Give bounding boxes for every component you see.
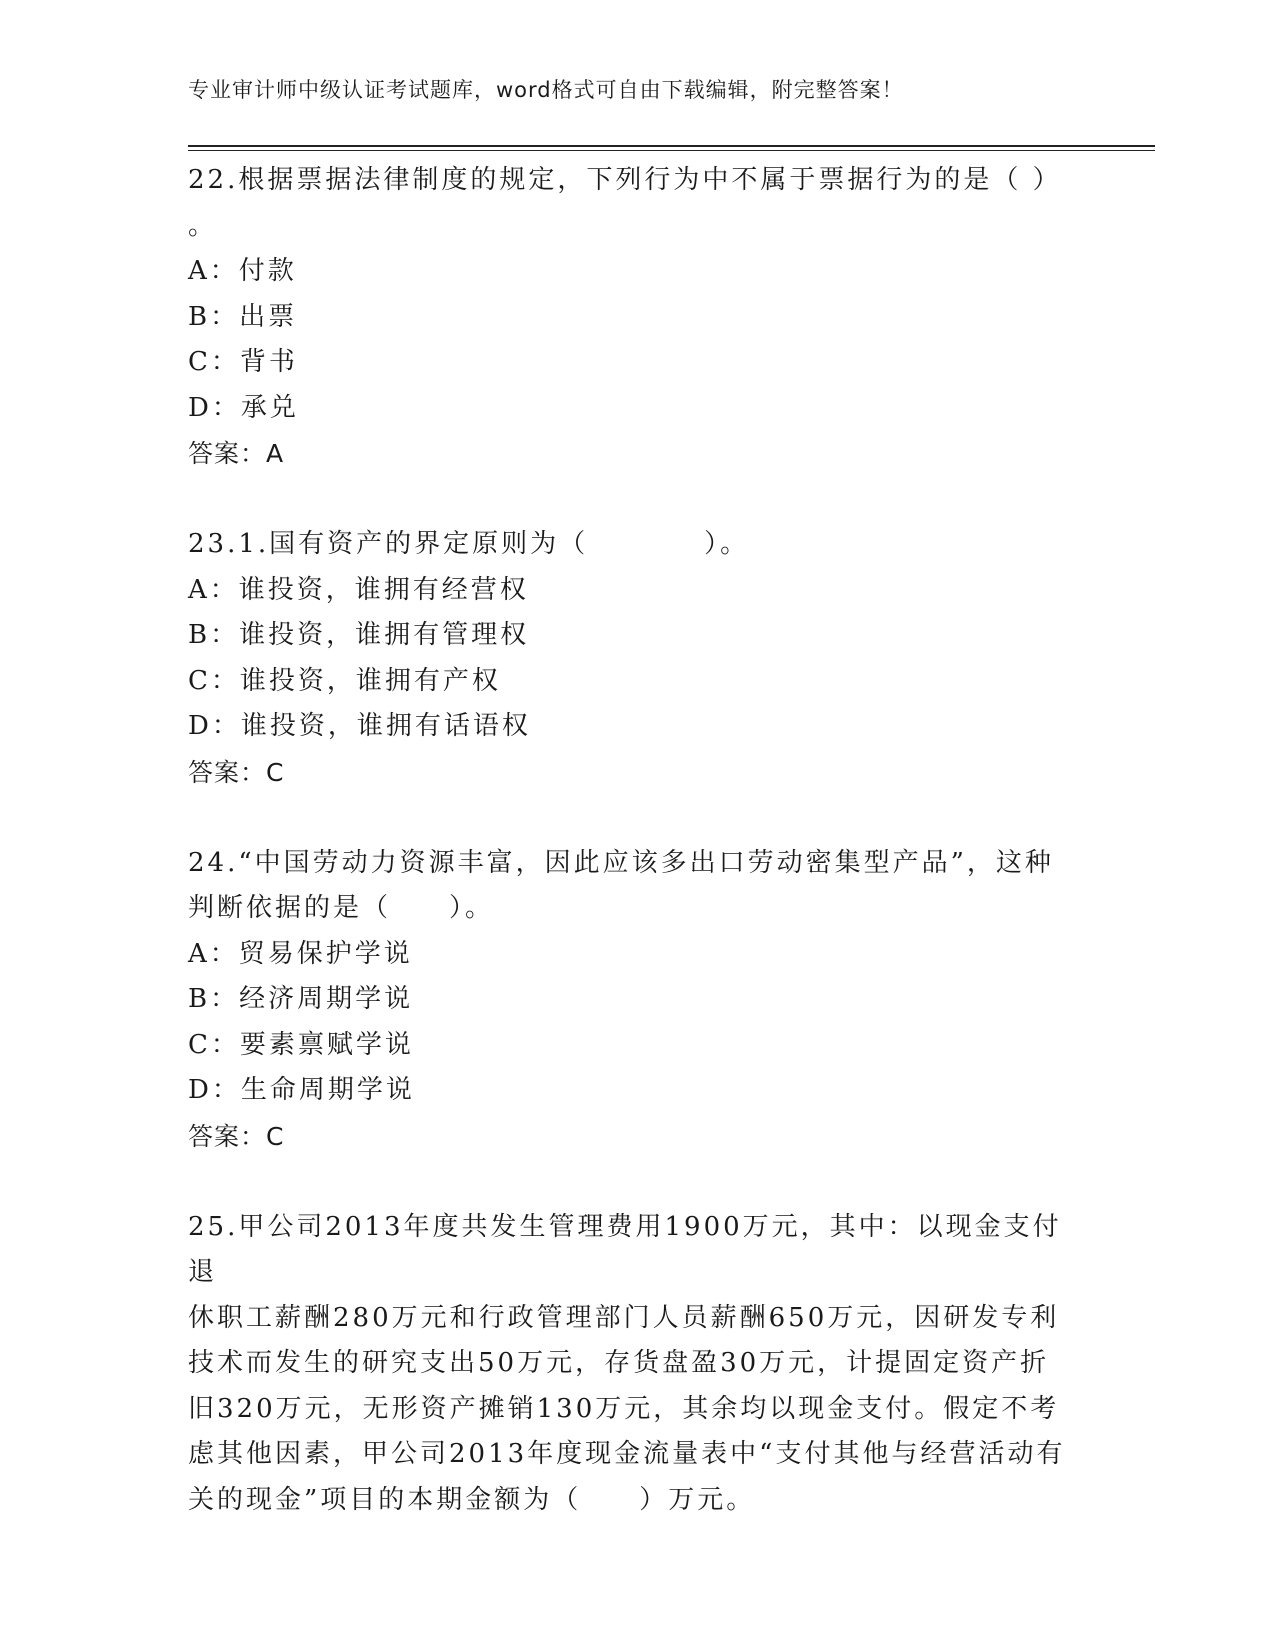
- answer: 答案：A: [188, 439, 285, 468]
- header-rule-thin: [188, 150, 1155, 151]
- question-text-line: 旧320万元，无形资产摊销130万元，其余均以现金支付。假定不考: [188, 1393, 1060, 1424]
- question-list: [188, 158, 1088, 1523]
- option-c: C：谁投资，谁拥有产权: [188, 665, 501, 696]
- question-text-line: 判断依据的是（ ）。: [188, 893, 495, 923]
- spacer: [188, 477, 1088, 523]
- question-text-line: 23.1.国有资产的界定原则为（ ）。: [188, 529, 750, 559]
- question-text-line: 25.甲公司2013年度共发生管理费用1900万元，其中：以现金支付退: [188, 1211, 1062, 1287]
- option-a: A：付款: [188, 256, 297, 286]
- option-b: B：谁投资，谁拥有管理权: [188, 620, 530, 650]
- option-c: C：要素禀赋学说: [188, 1029, 414, 1060]
- spacer: [188, 1159, 1088, 1205]
- question-text-line: 关的现金”项目的本期金额为（ ）万元。: [188, 1484, 756, 1515]
- question-text-line: 技术而发生的研究支出50万元，存货盘盈30万元，计提固定资产折: [188, 1348, 1050, 1378]
- question-text-line: 休职工薪酬280万元和行政管理部门人员薪酬650万元，因研发专利: [188, 1302, 1060, 1333]
- question-23: [188, 522, 1088, 795]
- option-d: D：谁投资，谁拥有话语权: [188, 711, 531, 741]
- question-22: [188, 158, 1088, 477]
- question-25: [188, 1205, 1088, 1524]
- answer: 答案：C: [188, 1121, 285, 1151]
- option-c: C：背书: [188, 347, 298, 377]
- document-header: 专业审计师中级认证考试题库，word格式可自由下载编辑，附完整答案！: [188, 78, 904, 102]
- option-d: D：生命周期学说: [188, 1075, 415, 1105]
- option-d: D：承兑: [188, 392, 299, 423]
- option-b: B：出票: [188, 301, 298, 332]
- option-a: A：谁投资，谁拥有经营权: [188, 574, 529, 605]
- question-text-line: 24.“中国劳动力资源丰富，因此应该多出口劳动密集型产品”，这种: [188, 847, 1054, 878]
- answer: 答案：C: [188, 757, 285, 787]
- header-rule-thick: [188, 145, 1155, 147]
- question-text-line: 22.根据票据法律制度的规定，下列行为中不属于票据行为的是（ ）: [188, 165, 1062, 195]
- question-24: [188, 841, 1088, 1160]
- spacer: [188, 795, 1088, 841]
- option-b: B：经济周期学说: [188, 984, 414, 1014]
- option-a: A：贸易保护学说: [188, 938, 413, 969]
- question-text-line: 虑其他因素，甲公司2013年度现金流量表中“支付其他与经营活动有: [188, 1439, 1066, 1469]
- question-text-line: 。: [188, 210, 218, 241]
